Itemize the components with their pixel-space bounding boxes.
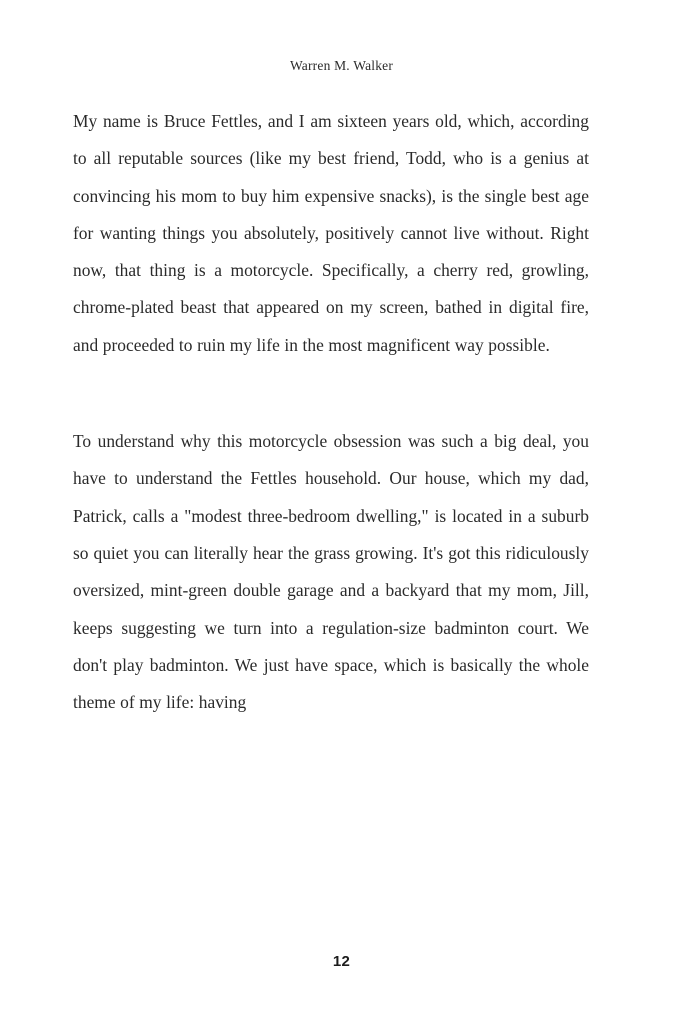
- body-paragraph: My name is Bruce Fettles, and I am sixteen years old, which, according to all reputable sources (like my best friend, Todd, who is a genius at convincing his mom to buy him expensive snacks), is the single best age for wanting things you absolutely, positively cannot live without. Right now, that thing is a motorcycle. Specifically, a cherry red, growling, chrome-plated beast that appeared on my screen, bathed in digital fire, and proceeded to ruin my life in the most magnificent way possible.: [73, 111, 589, 355]
- body-text-column: [73, 103, 589, 721]
- page-number: 12: [332, 953, 351, 970]
- running-header: Warren M. Walker: [289, 58, 394, 73]
- body-paragraph: To understand why this motorcycle obsession was such a big deal, you have to understand the Fettles household. Our house, which my dad, Patrick, calls a "modest three-bedroom dwelling," is located in a suburb so quiet you can literally hear the grass growing. It's got this ridiculously oversized, mint-green double garage and a backyard that my mom, Jill, keeps suggesting we turn into a regulation-size badminton court. We don't play badminton. We just have space, which is basically the whole theme of my life: having: [73, 431, 589, 713]
